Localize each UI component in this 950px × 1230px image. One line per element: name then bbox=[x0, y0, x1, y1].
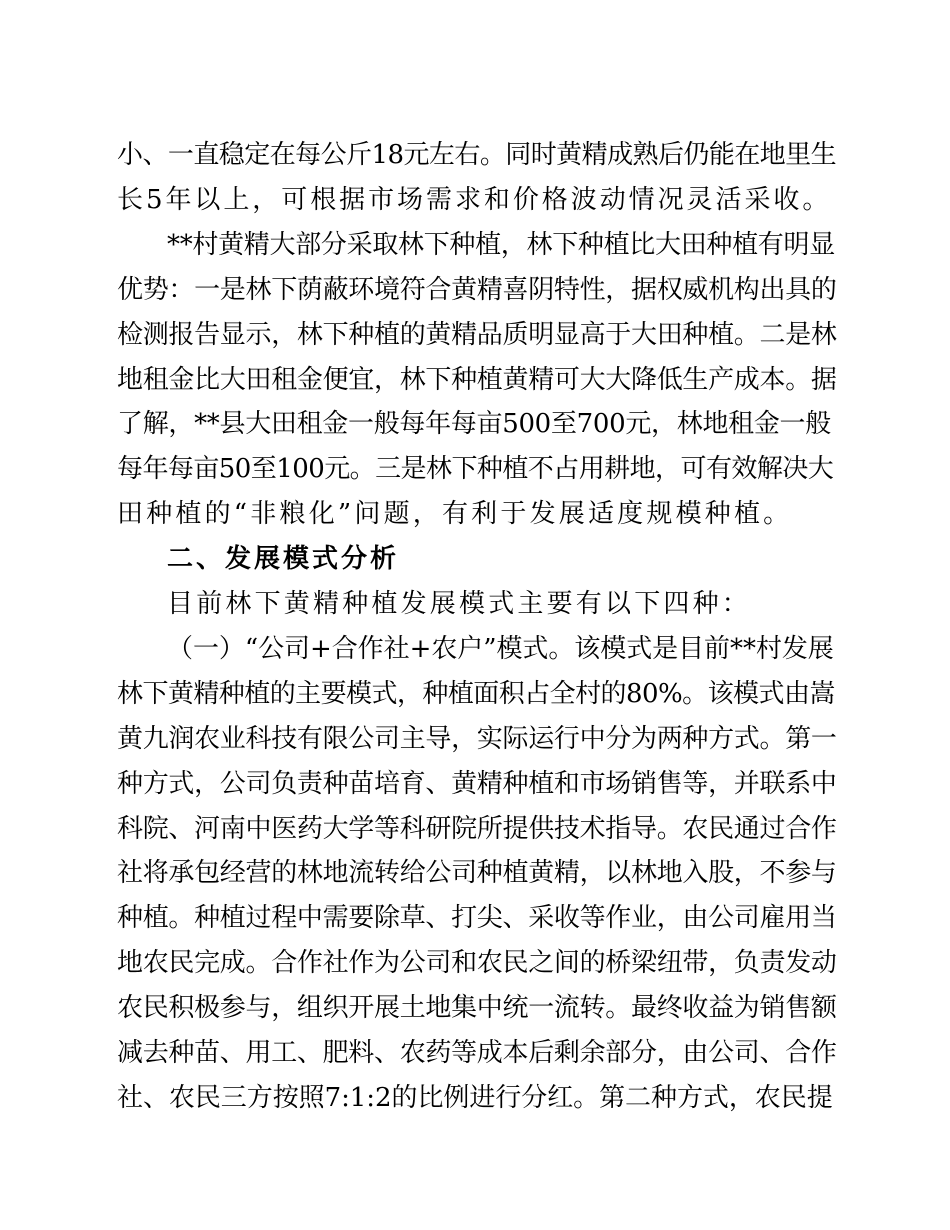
paragraph-line: 社将承包经营的林地流转给公司种植黄精，以林地入股，不参与 bbox=[117, 858, 837, 889]
paragraph-line: 科院、河南中医药大学等科研院所提供技术指导。农民通过合作 bbox=[117, 813, 837, 844]
paragraph-line: 减去种苗、用工、肥料、农药等成本后剩余部分，由公司、合作 bbox=[117, 1038, 837, 1068]
paragraph-line: 长5年以上，可根据市场需求和价格波动情况灵活采收。 bbox=[117, 184, 832, 215]
paragraph-line: 农民积极参与，组织开展土地集中统一流转。最终收益为销售额 bbox=[117, 993, 837, 1024]
paragraph-line: 田种植的“非粮化”问题，有利于发展适度规模种植。 bbox=[117, 499, 793, 530]
paragraph-line: 地租金比大田租金便宜，林下种植黄精可大大降低生产成本。据 bbox=[117, 364, 837, 395]
paragraph-line: 了解，**县大田租金一般每年每亩500至700元，林地租金一般 bbox=[117, 409, 831, 440]
paragraph-line: 每年每亩50至100元。三是林下种植不占用耕地，可有效解决大 bbox=[117, 454, 834, 485]
paragraph-line: 林下黄精种植的主要模式，种植面积占全村的80%。该模式由嵩 bbox=[117, 678, 835, 709]
paragraph-line: （一）“公司+合作社+农户”模式。该模式是目前**村发展 bbox=[167, 633, 834, 664]
section-heading: 二、发展模式分析 bbox=[167, 544, 400, 575]
paragraph-line: 优势：一是林下荫蔽环境符合黄精喜阴特性，据权威机构出具的 bbox=[117, 274, 837, 305]
paragraph-line: 目前林下黄精种植发展模式主要有以下四种： bbox=[167, 589, 752, 619]
paragraph-line: 种植。种植过程中需要除草、打尖、采收等作业，由公司雇用当 bbox=[117, 903, 837, 934]
paragraph-line: 黄九润农业科技有限公司主导，实际运行中分为两种方式。第一 bbox=[117, 723, 837, 754]
paragraph-line: 地农民完成。合作社作为公司和农民之间的桥梁纽带，负责发动 bbox=[117, 948, 837, 979]
paragraph-line: 检测报告显示，林下种植的黄精品质明显高于大田种植。二是林 bbox=[117, 319, 837, 350]
paragraph-line: 小、一直稳定在每公斤18元左右。同时黄精成熟后仍能在地里生 bbox=[117, 140, 837, 170]
paragraph-line: 社、农民三方按照7:1:2的比例进行分红。第二种方式，农民提 bbox=[117, 1082, 833, 1113]
paragraph-line: **村黄精大部分采取林下种植，林下种植比大田种植有明显 bbox=[167, 229, 835, 260]
paragraph-line: 种方式，公司负责种苗培育、黄精种植和市场销售等，并联系中 bbox=[117, 768, 837, 799]
